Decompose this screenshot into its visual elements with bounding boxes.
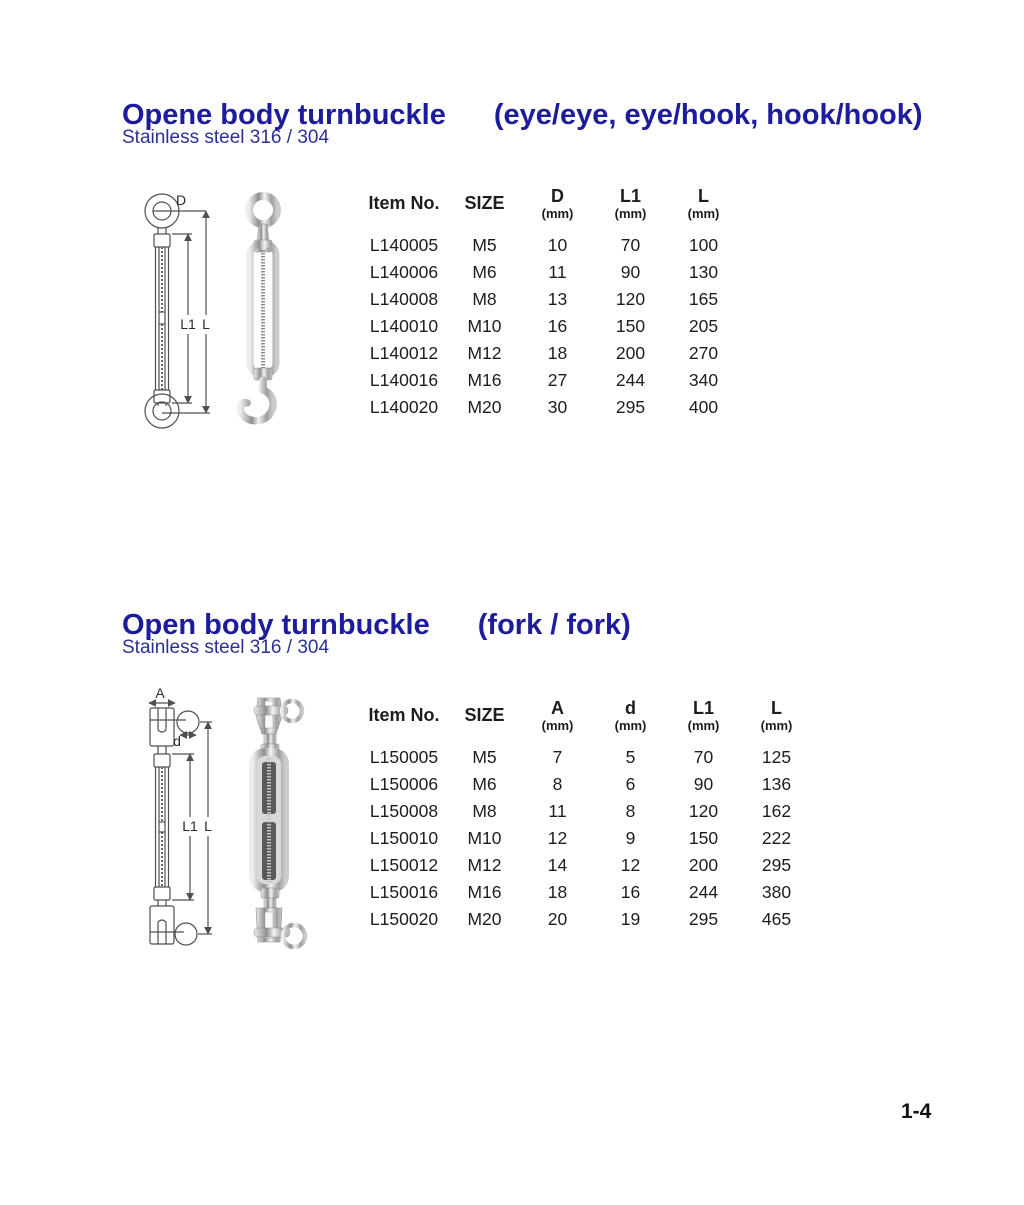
- table-cell: M6: [472, 774, 497, 794]
- table-cell: 13: [547, 289, 568, 309]
- column-header: L (mm): [687, 185, 720, 222]
- table-cell: L150012: [369, 855, 439, 875]
- dim-label-L1: L1: [182, 818, 198, 834]
- table-row: [360, 852, 813, 879]
- section-title-variants: (fork / fork): [477, 609, 631, 642]
- table-cell: L150020: [369, 909, 439, 929]
- section-subtitle-material: Stainless steel 316 / 304: [122, 127, 330, 148]
- table-cell: L150005: [369, 747, 439, 767]
- table-cell: 27: [547, 370, 568, 390]
- table-cell: 11: [548, 262, 567, 282]
- dim-label-d: d: [173, 733, 181, 749]
- table-row: [360, 367, 740, 394]
- table-row: [360, 906, 813, 933]
- table-cell: L140012: [369, 343, 439, 363]
- table-row: [360, 286, 740, 313]
- dim-label-L: L: [204, 818, 212, 834]
- table-cell: 295: [688, 909, 719, 929]
- table-row: [360, 232, 740, 259]
- table-cell: M16: [467, 370, 502, 390]
- dim-label-L: L: [202, 316, 210, 332]
- page-number: 1-4: [901, 1100, 932, 1123]
- table-row: [360, 313, 740, 340]
- table-cell: 150: [615, 316, 646, 336]
- column-header: SIZE: [464, 705, 505, 726]
- table-cell: 150: [688, 828, 719, 848]
- table-cell: 380: [761, 882, 792, 902]
- table-cell: 18: [547, 343, 568, 363]
- column-header: Item No.: [368, 193, 440, 214]
- table-cell: 136: [761, 774, 792, 794]
- table-cell: L140008: [369, 289, 439, 309]
- column-header: d (mm): [614, 697, 647, 734]
- spec-table-eye-turnbuckle: [360, 176, 740, 421]
- section-subtitle-material: Stainless steel 316 / 304: [122, 637, 330, 658]
- table-row: [360, 879, 813, 906]
- table-cell: M5: [472, 747, 497, 767]
- column-header: Item No.: [368, 705, 440, 726]
- column-header: L1 (mm): [687, 697, 720, 734]
- table-cell: 18: [547, 882, 568, 902]
- table-cell: 5: [625, 747, 636, 767]
- table-cell: 200: [688, 855, 719, 875]
- table-cell: M5: [472, 235, 497, 255]
- table-row: [360, 340, 740, 367]
- table-cell: 222: [761, 828, 792, 848]
- table-cell: 11: [548, 801, 567, 821]
- table-cell: L140005: [369, 235, 439, 255]
- dim-label-D: D: [176, 192, 187, 208]
- column-header: L (mm): [760, 697, 793, 734]
- dim-label-A: A: [155, 685, 165, 701]
- dim-label-L1: L1: [180, 316, 196, 332]
- column-header: L1 (mm): [614, 185, 647, 222]
- table-header-row: [360, 688, 813, 744]
- table-cell: 90: [693, 774, 714, 794]
- table-cell: 7: [552, 747, 563, 767]
- table-cell: L140006: [369, 262, 439, 282]
- table-cell: 30: [547, 397, 568, 417]
- table-cell: L150006: [369, 774, 439, 794]
- table-cell: M16: [467, 882, 502, 902]
- table-cell: 12: [547, 828, 568, 848]
- fork-fork-photo-shapes: [253, 698, 305, 947]
- table-row: [360, 744, 813, 771]
- column-header: SIZE: [464, 193, 505, 214]
- table-cell: 8: [552, 774, 563, 794]
- table-cell: 90: [620, 262, 641, 282]
- table-cell: 14: [547, 855, 568, 875]
- eye-eye-turnbuckle-drawing: [126, 184, 226, 432]
- table-cell: 295: [615, 397, 646, 417]
- table-cell: 205: [688, 316, 719, 336]
- table-cell: 100: [688, 235, 719, 255]
- table-cell: M10: [467, 828, 502, 848]
- table-cell: 130: [688, 262, 719, 282]
- table-cell: 125: [761, 747, 792, 767]
- table-cell: 20: [547, 909, 568, 929]
- table-cell: 19: [620, 909, 641, 929]
- table-cell: 70: [693, 747, 714, 767]
- table-cell: 16: [547, 316, 568, 336]
- table-cell: 244: [615, 370, 646, 390]
- table-cell: 162: [761, 801, 792, 821]
- table-cell: 8: [625, 801, 636, 821]
- table-cell: 200: [615, 343, 646, 363]
- table-cell: 12: [620, 855, 641, 875]
- table-cell: L140016: [369, 370, 439, 390]
- table-cell: 10: [547, 235, 568, 255]
- table-cell: 465: [761, 909, 792, 929]
- table-cell: 120: [615, 289, 646, 309]
- table-row: [360, 259, 740, 286]
- section-title-main: Opene body turnbuckle: [122, 99, 446, 132]
- table-cell: M6: [472, 262, 497, 282]
- table-cell: M8: [472, 289, 497, 309]
- eye-hook-turnbuckle-photo: [228, 188, 296, 430]
- table-cell: 295: [761, 855, 792, 875]
- table-cell: 16: [620, 882, 641, 902]
- section-title-variants: (eye/eye, eye/hook, hook/hook): [493, 99, 923, 132]
- table-cell: 120: [688, 801, 719, 821]
- table-cell: M12: [467, 855, 502, 875]
- column-header: D (mm): [541, 185, 574, 222]
- table-cell: M20: [467, 909, 502, 929]
- table-cell: 6: [625, 774, 636, 794]
- fork-fork-turnbuckle-photo: [226, 690, 316, 958]
- eye-hook-photo-shapes: [240, 196, 277, 421]
- table-row: [360, 825, 813, 852]
- table-cell: 270: [688, 343, 719, 363]
- table-cell: 165: [688, 289, 719, 309]
- table-cell: 340: [688, 370, 719, 390]
- table-cell: L150008: [369, 801, 439, 821]
- table-cell: 9: [625, 828, 636, 848]
- table-row: [360, 771, 813, 798]
- table-cell: M8: [472, 801, 497, 821]
- table-cell: L140020: [369, 397, 439, 417]
- table-header-row: [360, 176, 740, 232]
- table-cell: 70: [620, 235, 641, 255]
- eye-eye-body-outline: [145, 194, 179, 428]
- column-header: A (mm): [541, 697, 574, 734]
- spec-table-fork-turnbuckle: [360, 688, 813, 933]
- table-cell: M10: [467, 316, 502, 336]
- table-cell: L150010: [369, 828, 439, 848]
- table-cell: L150016: [369, 882, 439, 902]
- section-title-main: Open body turnbuckle: [122, 609, 430, 642]
- table-cell: L140010: [369, 316, 439, 336]
- table-cell: M20: [467, 397, 502, 417]
- table-cell: 400: [688, 397, 719, 417]
- table-row: [360, 394, 740, 421]
- table-row: [360, 798, 813, 825]
- table-cell: M12: [467, 343, 502, 363]
- table-cell: 244: [688, 882, 719, 902]
